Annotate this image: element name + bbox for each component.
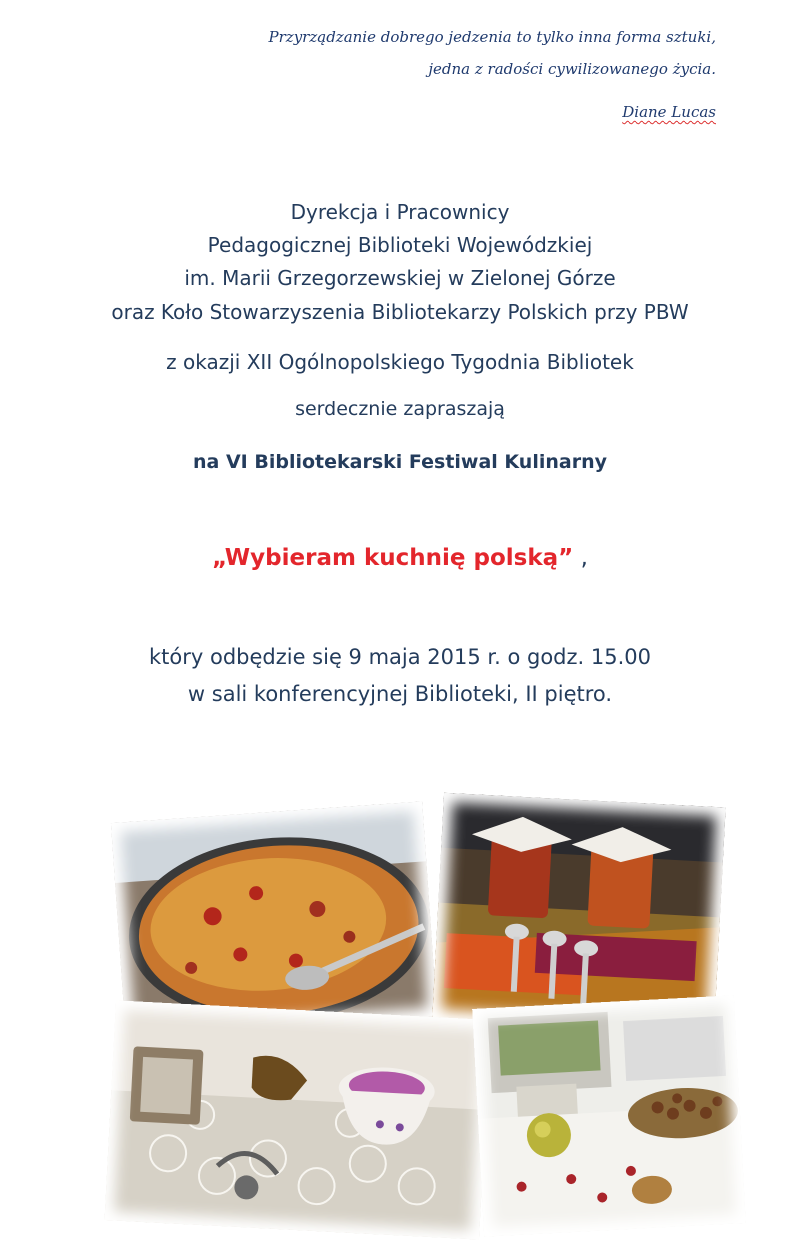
- occasion-text: z okazji XII Ogólnopolskiego Tygodnia Bibliotek: [166, 350, 634, 374]
- motto-text: „Wybieram kuchnię polską”: [212, 545, 574, 571]
- event-date: który odbędzie się 9 maja 2015 r. o godz. 15.00: [148, 645, 651, 669]
- photo-snacks: [472, 995, 746, 1236]
- quote-author-name: Diane Lucas: [622, 103, 716, 121]
- organizer-line-3: im. Marii Grzegorzewskiej w Zielonej Górze: [184, 266, 616, 290]
- snacks-image: [472, 995, 746, 1236]
- invite-text: serdecznie zapraszają: [295, 398, 505, 420]
- organizer-line-2: Pedagogicznej Biblioteki Wojewódzkiej: [207, 233, 593, 257]
- motto: [0, 545, 800, 571]
- motto-suffix: ,: [573, 545, 588, 571]
- quote-line-2: jedna z radości cywilizowanego życia.: [428, 60, 716, 78]
- quote-author: [622, 103, 716, 121]
- quote-line-1: Przyrządzanie dobrego jedzenia to tylko inna forma sztuki,: [268, 28, 716, 46]
- organizer-line-4: oraz Koło Stowarzyszenia Bibliotekarzy Polskich przy PBW: [111, 300, 689, 324]
- photo-soup: [105, 1000, 491, 1239]
- event-location: w sali konferencyjnej Biblioteki, II piętro.: [187, 682, 613, 706]
- soup-image: [105, 1000, 491, 1239]
- photo-jars: [432, 793, 725, 1032]
- event-title: na VI Bibliotekarski Festiwal Kulinarny: [193, 451, 607, 473]
- jars-image: [432, 793, 725, 1032]
- organizer-line-1: Dyrekcja i Pracownicy: [290, 200, 510, 224]
